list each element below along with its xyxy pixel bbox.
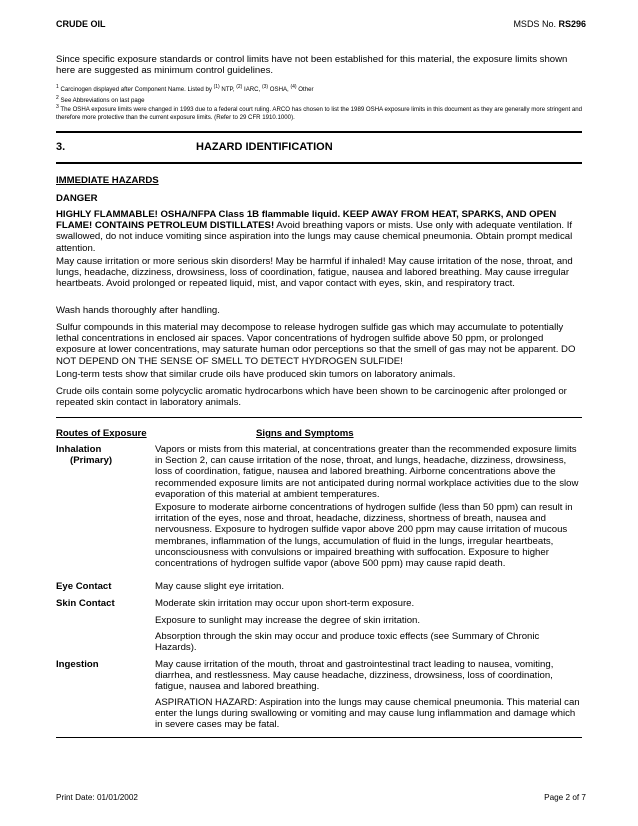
wash-hands-paragraph: Wash hands thoroughly after handling. [56,305,220,316]
footnote-1 [56,83,586,94]
eye-contact-text: May cause slight eye irritation. [155,581,285,592]
immediate-hazards-heading: IMMEDIATE HAZARDS [56,175,159,186]
section-title: HAZARD IDENTIFICATION [196,141,333,153]
pah-paragraph: Crude oils contain some polycyclic aromatic hydrocarbons which have been shown to be carcinogenic after prolonged or repeated skin contact in laboratory animals. [56,386,567,409]
footnote-2-number: 2 [56,95,59,101]
msds-number-code: RS296 [558,19,586,29]
skin-contact-text-3: Absorption through the skin may occur and produce toxic effects (see Summary of Chronic Hazards). [155,631,540,654]
inhalation-label: Inhalation [56,444,102,455]
footnote-3 [56,103,586,122]
footnote-1-ntp-marker: (1) [213,84,220,90]
eye-contact-label: Eye Contact [56,581,112,592]
inhalation-text-2: Exposure to moderate airborne concentrations of hydrogen sulfide (less than 50 ppm) can result in irritation of the eyes, nose and throat, headache, dizziness, shortness of breath, nausea and nervousness. Exposure to hydrogen sulfide vapor above 200 ppm may cause irritation of mucous membranes, inflammation of the lungs, accumulation of fluid in the lungs, irregular heartbeats, unconsciousness with convulsions or impaired breathing with suffocation. Exposure to higher concentrations of hydrogen sulfide vapor (above 500 ppm) may cause rapid death. [155,502,573,570]
ingestion-label: Ingestion [56,659,99,670]
exposure-limits-intro: Since specific exposure standards or control limits have not been established for this material, the exposure limits shown here are suggested as minimum control guidelines. [56,54,568,77]
footnote-1-osha: OSHA, [268,86,291,94]
routes-divider-top [56,417,582,418]
footnote-3-number: 3 [56,104,59,110]
footnote-1-osha-marker: (3) [261,84,269,90]
skin-contact-label: Skin Contact [56,598,115,609]
danger-heading: DANGER [56,193,98,204]
flammable-warning-text: Avoid breathing vapors or mists. Use only with adequate ventilation. If swallowed, do not induce vomiting since aspiration into the lungs may cause chemical pneumonia. Obtain prompt medical attention. [56,220,573,254]
footnote-3-text: The OSHA exposure limits were changed in 1993 due to a federal court ruling. ARCO has chosen to list the 1989 OSHA exposure limits in this document as they are generally more stringent and therefore more protective than the current exposure limits. (Refer to 29 CFR 1910.1000). [56,106,583,122]
section-divider-top [56,131,582,133]
skin-contact-text-2: Exposure to sunlight may increase the degree of skin irritation. [155,615,421,626]
inhalation-primary-label: (Primary) [70,455,113,466]
ingestion-text-2: ASPIRATION HAZARD: Aspiration into the lungs may cause chemical pneumonia. This material can enter the lungs during swallowing or vomiting and may cause lung inflammation and damage which in severe cases may be fatal. [155,697,580,731]
page-number: Page 2 of 7 [544,793,586,802]
skin-tumors-paragraph: Long-term tests show that similar crude oils have produced skin tumors on laboratory animals. [56,369,456,380]
symptoms-column-header: Signs and Symptoms [256,428,354,439]
footnote-1-iarc-marker: (2) [236,84,243,90]
msds-number-header [513,19,586,29]
footnote-1-text: Carcinogen displayed after Component Name. Listed by [60,86,214,94]
print-date: Print Date: 01/01/2002 [56,793,138,802]
ingestion-text-1: May cause irritation of the mouth, throat and gastrointestinal tract leading to nausea, vomiting, diarrhea, and restlessness. May cause headache, dizziness, drowsiness, loss of coordination, fatigue, nausea and labored breathing. [155,659,554,693]
inhalation-text-1: Vapors or mists from this material, at concentrations greater than the recommended exposure limits in Section 2, can cause irritation of the nose, throat, and lungs, headache, dizziness, drowsiness, loss of coordination, fatigue, nausea and labored breathing. Airborne concentrations above the recommended exposure limits are not anticipated during normal workplace activities due to the slow evaporation of this material at ambient temperatures. [155,444,579,500]
routes-column-header: Routes of Exposure [56,428,147,439]
flammable-warning [56,209,582,254]
routes-divider-bottom [56,737,582,738]
flammable-warning-bold: HIGHLY FLAMMABLE! OSHA/NFPA Class 1B flammable liquid. KEEP AWAY FROM HEAT, SPARKS, AND OPEN FLAME! CONTAINS PETROLEUM DISTILLATES! [56,209,557,232]
msds-number-prefix: MSDS No. [513,19,556,29]
footnote-2-text: See Abbreviations on last page [60,97,145,105]
footnote-1-other-marker: (4) [290,84,297,90]
skin-disorders-paragraph: May cause irritation or more serious skin disorders! May be harmful if inhaled! May cause irritation of the nose, throat, and lungs, headache, dizziness, drowsiness, loss of coordination, fatigue, nausea and labored breathing. May cause irregular heartbeats. Avoid prolonged or repeated liquid, mist, and vapor contact with eyes, skin, and respiratory tract. [56,256,573,290]
footnote-1-other: Other [296,86,314,94]
section-number: 3. [56,141,66,153]
product-name-header: CRUDE OIL [56,19,106,29]
footnote-1-number: 1 [56,84,59,90]
footnote-1-ntp: NTP, [219,86,237,94]
skin-contact-text-1: Moderate skin irritation may occur upon short-term exposure. [155,598,415,609]
section-divider-bottom [56,162,582,164]
footnote-1-iarc: IARC, [242,86,262,94]
hydrogen-sulfide-paragraph: Sulfur compounds in this material may decompose to release hydrogen sulfide gas which may accumulate to potentially lethal concentrations in enclosed air spaces. Vapor concentrations of hydrogen sulfide above 50 ppm, or prolonged exposure at lower concentrations, may saturate human odor perceptions so that the smell of gas may not be apparent. DO NOT DEPEND ON THE SENSE OF SMELL TO DETECT HYDROGEN SULFIDE! [56,322,576,367]
